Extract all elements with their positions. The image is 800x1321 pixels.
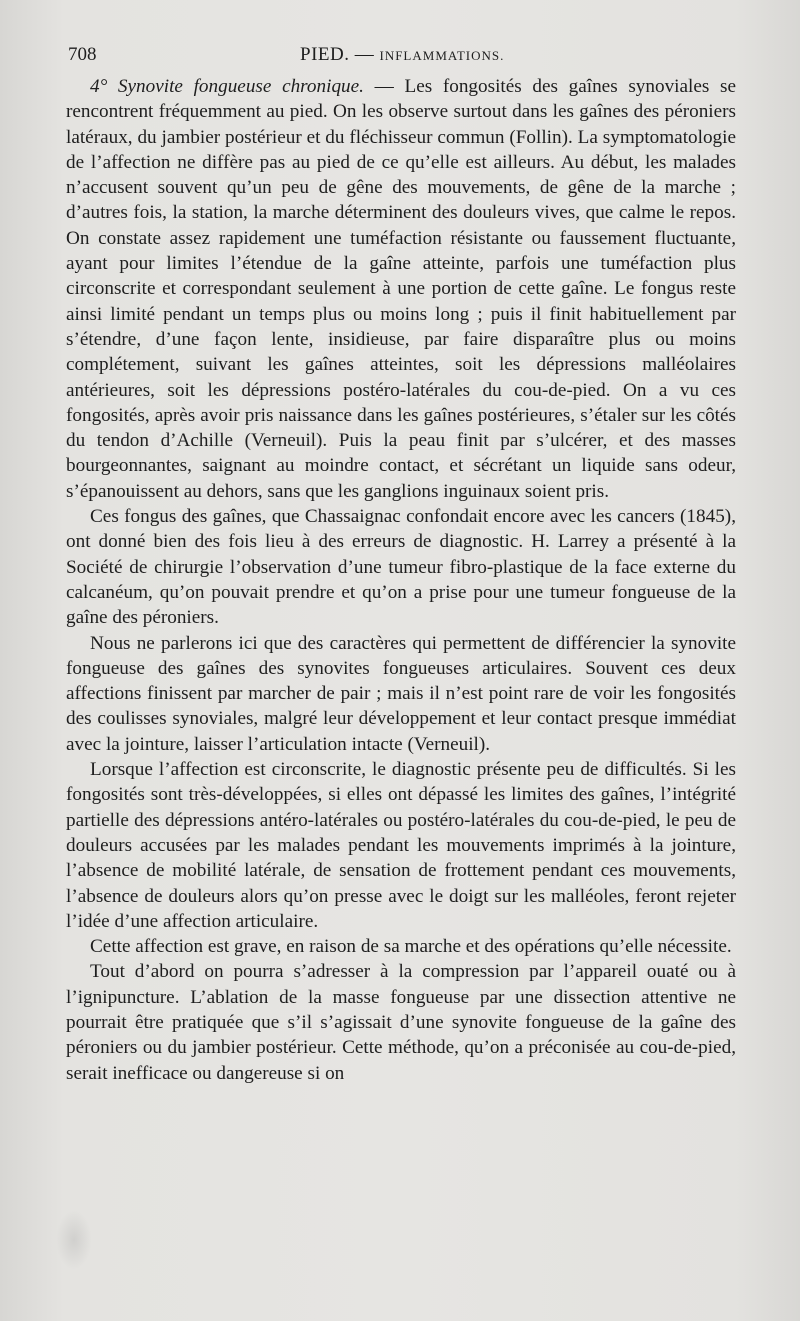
section-heading: 4° Synovite fongueuse chronique.: [90, 76, 364, 97]
running-head: [300, 44, 504, 66]
running-head-title: PIED.: [300, 44, 350, 65]
paragraph-traitement: Tout d’abord on pourra s’adresser à la compression par l’appareil ouaté ou à l’ignipuncture. L’ablation de la masse fongueuse par une dissection attentive ne pourrait être pratiquée que s’il s’agissait d’une synovite fongueuse de la gaîne des péroniers ou du jambier postérieur. Cette méthode, qu’on a préconisée au cou-de-pied, serait inefficace ou dangereuse si on: [66, 961, 736, 1084]
paragraph-circonscrite: Lorsque l’affection est circonscrite, le diagnostic présente peu de difficultés. Si les fongosités sont très-développées, si elles ont dépassé les limites des gaînes, l’intégrité partielle des dépressions antéro-latérales ou postéro-latérales du cou-de-pied, le peu de douleurs accusées par les malades pendant les mouvements imprimés à la jointure, l’absence de mobilité latérale, de sensation de frottement pendant ces mouvements, l’absence de douleurs alors qu’on presse avec le doigt sur les malléoles, feront rejeter l’idée d’une affection articulaire.: [66, 759, 736, 932]
paragraph-diagnostic: Nous ne parlerons ici que des caractères qui permettent de différencier la synovite fongueuse des gaînes des synovites fongueuses articulaires. Souvent ces deux affections finissent par marcher de pair ; mais il n’est point rare de voir les fongosités des coulisses synoviales, malgré leur développement et leur contact presque immédiat avec la jointure, laisser l’articulation intacte (Verneuil).: [66, 632, 736, 755]
paper-stain: [56, 1210, 92, 1270]
body-text: [66, 74, 736, 1086]
paragraph-text: — Les fongosités des gaînes synoviales se rencontrent fréquemment au pied. On les observe surtout dans les gaînes des péroniers latéraux, du jambier postérieur et du fléchisseur commun (Follin). La symptomatologie de l’affection ne diffère pas au pied de ce qu’elle est ailleurs. Au début, les malades n’accusent souvent qu’un peu de gêne des mouvements, de gêne de la marche ; d’autres fois, la station, la marche déterminent des douleurs vives, que calme le repos. On constate assez rapidement une tuméfaction résistante ou faussement fluctuante, ayant pour limites l’étendue de la gaîne atteinte, parfois une tuméfaction plus circonscrite et correspondant seulement à une portion de cette gaîne. Le fongus reste ainsi limité pendant un temps plus ou moins long ; puis il finit habituellement par s’étendre, d’une façon lente, insidieuse, par faire disparaître plus ou moins complétement, suivant les gaînes atteintes, soit les dépressions malléolaires antérieures, soit les dépressions postéro-latérales du cou-de-pied. On a vu ces fongosités, après avoir pris naissance dans les gaînes postérieures, s’étaler sur les côtés du tendon d’Achille (Verneuil). Puis la peau finit par s’ulcérer, et des masses bourgeonnantes, saignant au moindre contact, et sécrétant un liquide sans odeur, s’épanouissent au dehors, sans que les ganglions inguinaux soient pris.: [66, 76, 736, 502]
running-head-separator: —: [349, 44, 380, 65]
running-head-subtitle: INFLAMMATIONS.: [379, 48, 505, 63]
page-number: 708: [68, 44, 97, 65]
paragraph-gravite: Cette affection est grave, en raison de sa marche et des opérations qu’elle nécessite.: [90, 936, 732, 958]
paragraph-fongus: Ces fongus des gaînes, que Chassaignac confondait encore avec les cancers (1845), ont donné bien des fois lieu à des erreurs de diagnostic. H. Larrey a présenté à la Société de chirurgie l’observation d’une tumeur fibro-plastique de la face externe du calcanéum, qu’on pouvait prendre et qu’on a prise pour une tumeur fongueuse de la gaîne des péroniers.: [66, 506, 736, 629]
page-header: [68, 44, 736, 74]
paragraph-synovite: [66, 74, 736, 504]
